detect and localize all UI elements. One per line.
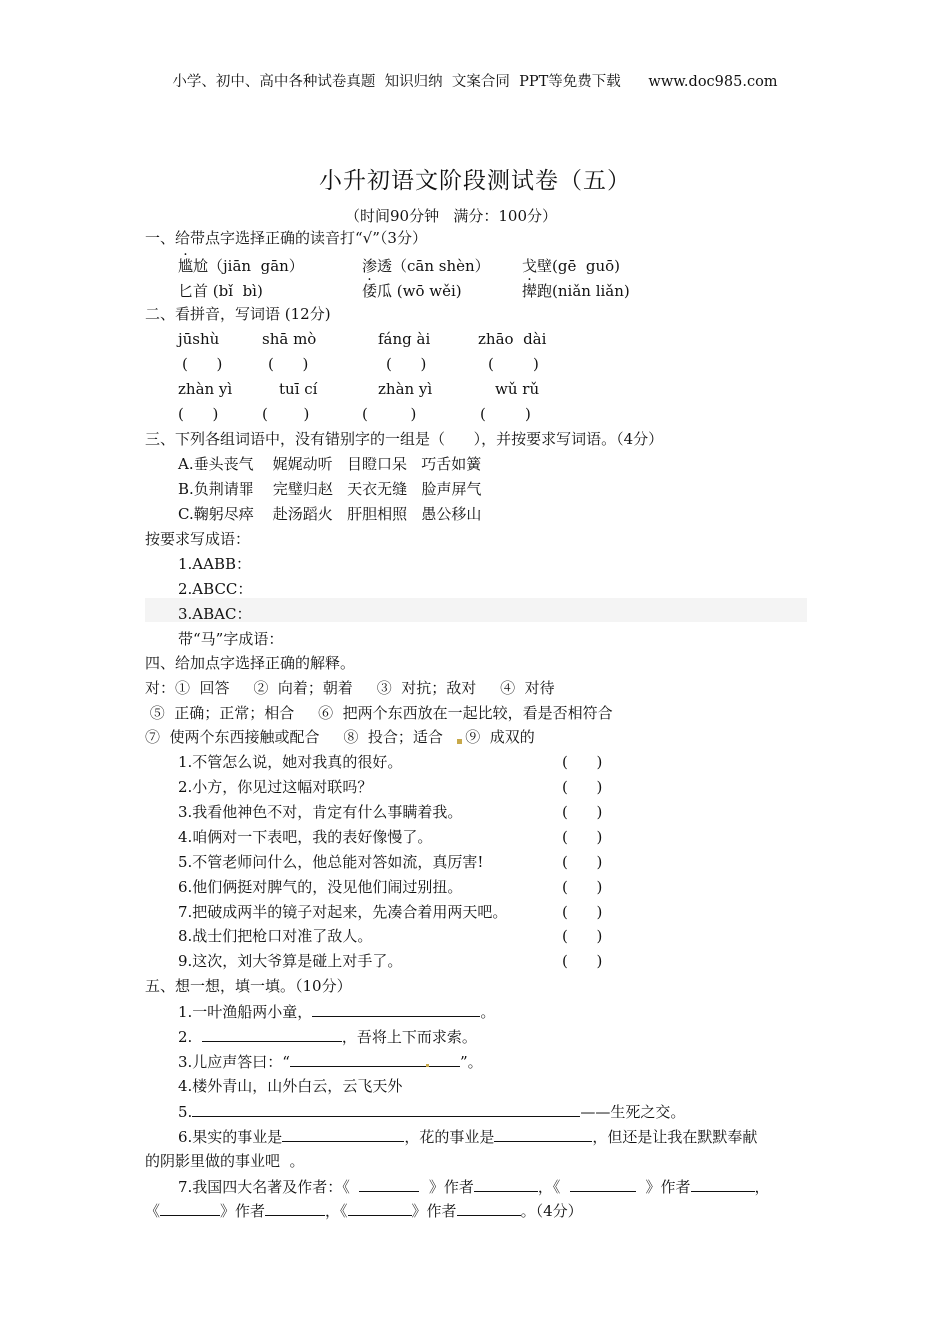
s5-text: 《 [145,1202,161,1220]
answer-blank[interactable]: ( ) [562,803,603,821]
pinyin-7: zhàn yì [378,380,433,398]
s5-text: 2. [178,1028,202,1046]
req-abcc[interactable]: 2.ABCC： [178,580,253,598]
answer-blank[interactable]: ( ) [386,355,427,373]
s4-item-9: 9.这次，刘大爷算是碰上对手了。 [178,952,403,970]
s5-text: 》作者 [220,1202,266,1220]
definition-text: ⑨ 成双的 [465,728,535,746]
answer-blank[interactable]: ( ) [562,778,603,796]
s5-text: ，吾将上下而求索。 [341,1028,477,1046]
section1-heading: 一、给带点字选择正确的读音打“√”（3分） [145,229,427,247]
s1-item-2 [362,257,490,275]
fill-blank[interactable] [312,1002,480,1017]
s5-item-2 [178,1027,477,1046]
answer-blank[interactable]: ( ) [488,355,541,373]
dotted-char: 尴 [178,257,194,275]
s5-text: ”。 [459,1053,483,1071]
option-c: C.鞠躬尽瘁 赴汤蹈火 肝胆相照 愚公移山 [178,505,482,523]
highlight-mark [457,739,462,744]
requirement-label: 按要求写成语： [145,530,251,548]
s5-text: ，花的事业是 [404,1128,495,1146]
fill-blank[interactable] [457,1201,521,1216]
answer-blank[interactable]: ( ) [362,405,419,423]
s5-item-6 [178,1127,757,1146]
s5-item-5 [178,1102,685,1121]
s5-text: ，但还是让我在默默奉献 [592,1128,758,1146]
fill-blank[interactable] [570,1177,636,1192]
fill-blank[interactable] [474,1177,538,1192]
s5-text: 3.儿应声答曰：“ [178,1053,290,1071]
definition-line-1: 对：① 回答 ② 向着；朝着 ③ 对抗；敌对 ④ 对待 [145,679,555,697]
fill-blank[interactable] [691,1177,755,1192]
s5-text: ——生死之交。 [580,1103,686,1121]
answer-blank[interactable]: ( ) [562,853,603,871]
s1-item-5 [362,282,462,300]
dotted-char: 匕 [178,282,194,300]
s5-item-7-cont [145,1201,583,1220]
section2-heading: 二、看拼音，写词语 (12分) [145,305,331,323]
s5-text: 》作者 [635,1178,691,1196]
s5-text: 1.一叶渔船两小童， [178,1003,313,1021]
answer-blank[interactable]: ( ) [562,828,603,846]
req-abac[interactable]: 3.ABAC： [178,605,252,623]
req-horse-idiom[interactable]: 带“马”字成语： [178,630,284,648]
s5-text: 。 [480,1003,496,1021]
s5-item-3 [178,1052,483,1071]
section3-heading: 三、下列各组词语中，没有错别字的一组是（ ），并按要求写词语。（4分） [145,430,664,448]
s4-item-1: 1.不管怎么说，她对我真的很好。 [178,753,403,771]
answer-blank[interactable]: ( ) [562,903,603,921]
pinyin-6: tuī cí [279,380,318,398]
dotted-char: 撵 [522,282,538,300]
s1-item-text: 首 (bǐ bì) [193,282,263,300]
fill-blank[interactable] [494,1127,592,1142]
s5-text: 7.我国四大名著及作者：《 [178,1178,360,1196]
dotted-char: 戈 [522,257,538,275]
answer-blank[interactable]: ( ) [480,405,533,423]
s1-item-text: 跑(niǎn liǎn) [537,282,630,300]
s1-item-1 [178,257,304,275]
s5-text: 》作者 [411,1202,457,1220]
pinyin-4: zhāo dài [478,330,547,348]
section5-heading: 五、想一想，填一填。（10分） [145,977,352,995]
fill-blank[interactable] [359,1177,419,1192]
pinyin-2: shā mò [262,330,317,348]
answer-blank[interactable]: ( ) [562,952,603,970]
s1-item-3 [522,257,620,275]
answer-blank[interactable]: ( ) [178,405,219,423]
s4-item-2: 2.小方，你见过这幅对联吗？ [178,778,373,796]
s5-text: ，《 [537,1178,570,1196]
s5-item-7 [178,1177,770,1196]
s4-item-6: 6.他们俩挺对脾气的，没见他们闹过别扭。 [178,878,463,896]
s5-item-6-cont: 的阴影里做的事业吧 。 [145,1152,305,1170]
definition-text: ⑦ 使两个东西接触或配合 ⑧ 投合；适合 [145,728,458,746]
s4-item-8: 8.战士们把枪口对准了敌人。 [178,927,373,945]
s5-text: 》作者 [419,1178,474,1196]
answer-blank[interactable]: ( ) [562,927,603,945]
fill-blank[interactable] [160,1201,220,1216]
answer-blank[interactable]: ( ) [562,753,603,771]
s1-item-4 [178,282,263,300]
pinyin-8: wǔ rǔ [495,380,540,398]
s5-item-4: 4.楼外青山，山外白云，云飞天外 [178,1077,403,1095]
s5-text: 6.果实的事业是 [178,1128,283,1146]
s4-item-4: 4.咱俩对一下表吧，我的表好像慢了。 [178,828,433,846]
definition-line-3 [145,728,535,746]
definition-line-2: ⑤ 正确；正常；相合 ⑥ 把两个东西放在一起比较，看是否相符合 [145,704,613,722]
fill-blank[interactable] [265,1201,325,1216]
s4-item-3: 3.我看他神色不对，肯定有什么事瞒着我。 [178,803,463,821]
s1-item-text: 壁(gē guō) [537,257,621,275]
dotted-char: 倭 [362,282,378,300]
s5-text: ， [754,1178,770,1196]
option-a: A.垂头丧气 娓娓动听 目瞪口呆 巧舌如簧 [178,455,482,473]
s5-item-1 [178,1002,495,1021]
fill-blank[interactable] [290,1052,460,1067]
s1-item-6 [522,282,630,300]
fill-blank[interactable] [348,1201,412,1216]
s1-item-text: 尬（jiān gān） [193,257,304,275]
option-b: B.负荆请罪 完璧归赵 天衣无缝 脸声屏气 [178,480,482,498]
section4-heading: 四、给加点字选择正确的解释。 [145,654,356,672]
fill-blank[interactable] [202,1027,342,1042]
s5-text: 5. [178,1103,193,1121]
dotted-char: 渗 [362,257,378,275]
req-aabb[interactable]: 1.AABB： [178,555,252,573]
s5-text: ，《 [325,1202,348,1220]
fill-blank[interactable] [192,1102,580,1117]
page-header: 小学、初中、高中各种试卷真题 知识归纳 文案合同 PPT等免费下载 www.doc985.com [172,74,778,90]
pinyin-3: fáng ài [378,330,431,348]
s5-text: 。（4分） [520,1202,583,1220]
s4-item-5: 5.不管老师问什么，他总能对答如流，真厉害! [178,853,484,871]
s1-item-text: 瓜 (wō wěi) [377,282,462,300]
answer-blank[interactable]: ( ) [562,878,603,896]
highlight-mark [426,1064,429,1067]
pinyin-1: jūshù [178,330,220,348]
fill-blank[interactable] [282,1127,404,1142]
page-title: 小升初语文阶段测试卷（五） [319,168,631,194]
s4-item-7: 7.把破成两半的镜子对起来，先凑合着用两天吧。 [178,903,508,921]
answer-blank[interactable]: ( ) [182,355,223,373]
pinyin-5: zhàn yì [178,380,233,398]
answer-blank[interactable]: ( ) [262,405,311,423]
s1-item-text: 透（cān shèn） [377,257,490,275]
exam-info: （时间90分钟 满分：100分） [345,207,558,225]
answer-blank[interactable]: ( ) [268,355,309,373]
